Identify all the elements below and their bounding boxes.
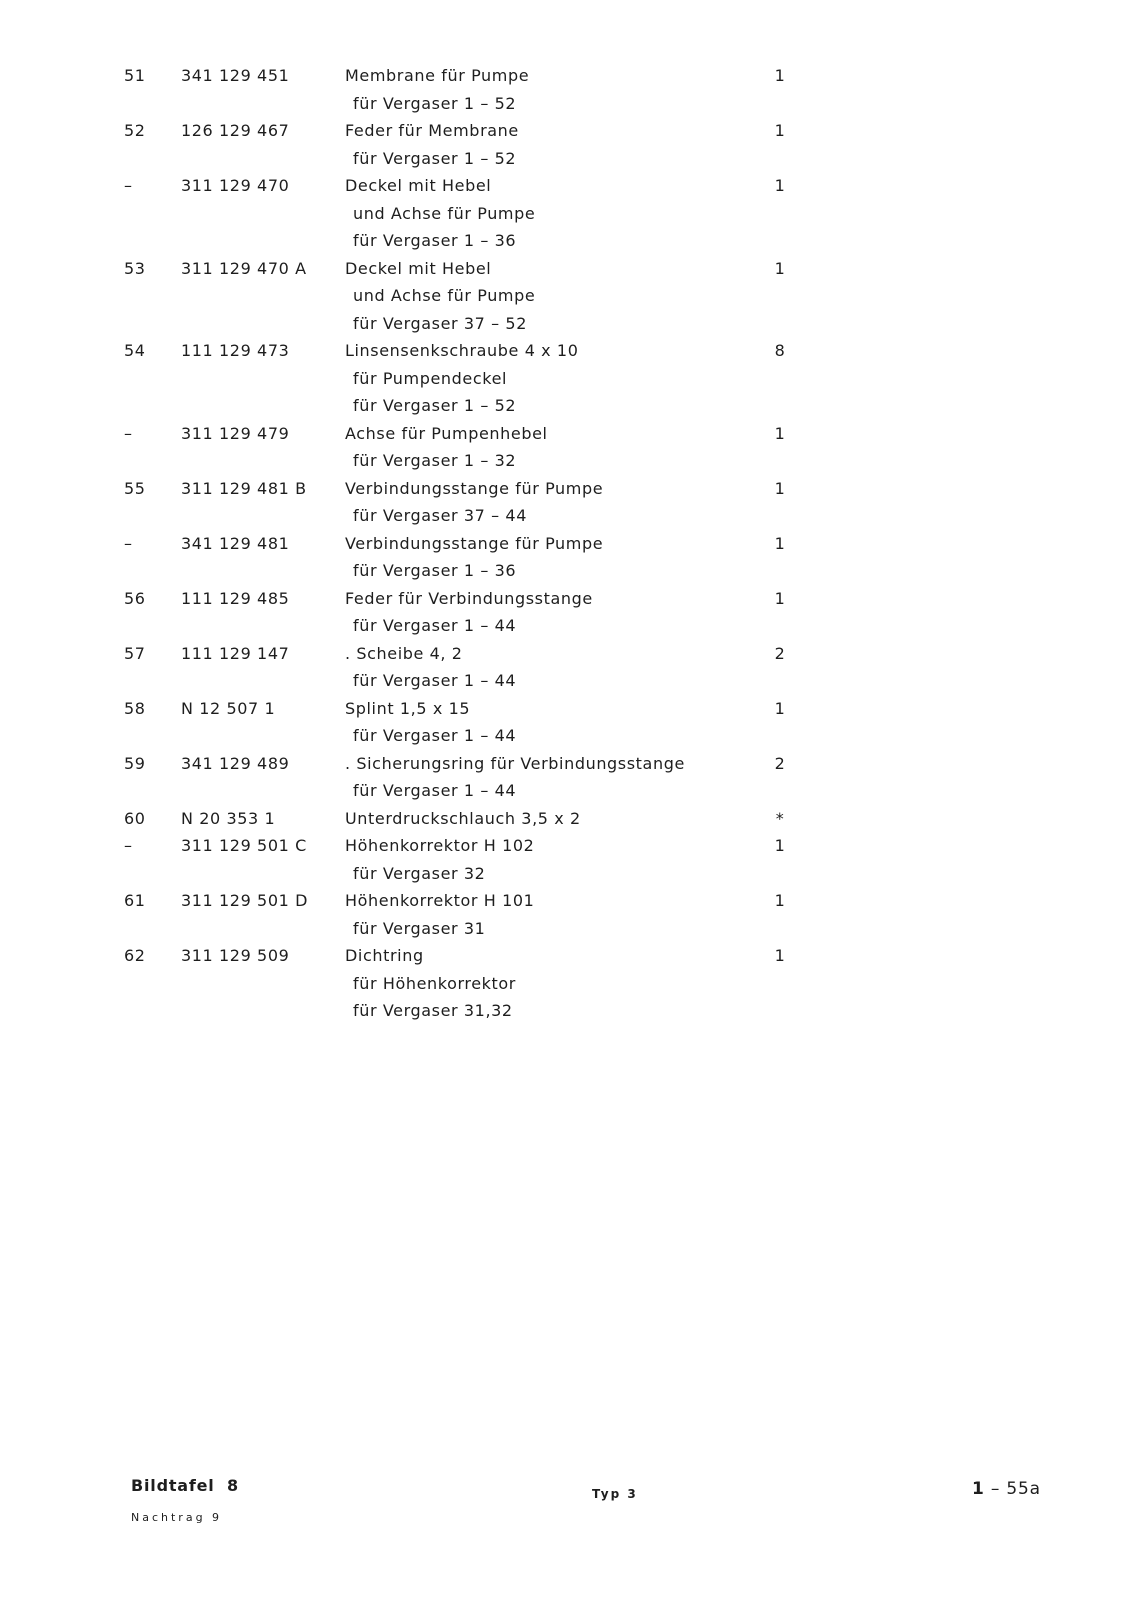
page-number-main: 1 [972,1479,985,1499]
part-number: 341 129 451 [181,66,290,85]
plate-number: 8 [226,1476,239,1495]
part-description-detail: für Vergaser 1 – 36 [353,231,517,250]
position-number: – [124,423,133,443]
parts-row-continuation [0,860,1139,888]
quantity: 1 [774,698,786,718]
part-number: 311 129 481 B [181,478,307,498]
parts-row [0,695,1139,723]
part-description: Achse für Pumpenhebel [345,423,548,443]
page-number-rest: – 55a [984,1479,1041,1499]
supplement-label: Nachtrag 9 [131,1511,223,1524]
parts-row-continuation [0,145,1139,173]
part-description-detail: für Höhenkorrektor [353,973,516,993]
parts-row-continuation [0,777,1139,805]
parts-row [0,750,1139,778]
parts-row-continuation [0,502,1139,530]
part-description: . Sicherungsring für Verbindungsstange [345,753,685,773]
parts-row-continuation [0,722,1139,750]
parts-list [0,62,1139,1025]
parts-row [0,585,1139,613]
quantity: 2 [774,753,786,773]
position-number: 54 [124,341,146,360]
part-number: 311 129 501 C [181,836,307,855]
part-number: 341 129 489 [181,753,290,773]
part-number: 126 129 467 [181,121,290,140]
parts-row [0,942,1139,970]
quantity: 8 [774,341,786,360]
part-description: Membrane für Pumpe [345,66,530,85]
plate-label: Bildtafel [131,1476,215,1495]
parts-row [0,172,1139,200]
parts-row [0,887,1139,915]
part-number: 111 129 485 [181,588,290,608]
part-description-detail: für Vergaser 1 – 44 [353,671,517,690]
part-number: 311 129 479 [181,423,290,443]
parts-row-continuation [0,90,1139,118]
position-number: – [124,176,133,195]
position-number: 58 [124,698,146,718]
part-description: . Scheibe 4, 2 [345,643,463,663]
part-number: 311 129 470 A [181,258,307,278]
parts-row-continuation [0,365,1139,393]
part-description-detail: für Vergaser 1 – 32 [353,451,517,470]
quantity: 2 [774,643,786,663]
position-number: 53 [124,258,146,278]
part-description: Verbindungsstange für Pumpe [345,533,604,553]
parts-row [0,832,1139,860]
part-number: N 12 507 1 [181,698,276,718]
part-description-detail: für Vergaser 31 [353,918,486,938]
part-description: Deckel mit Hebel [345,258,492,278]
parts-row [0,805,1139,833]
quantity: 1 [774,588,786,608]
part-description-detail: und Achse für Pumpe [353,203,536,223]
part-number: 111 129 473 [181,341,290,360]
part-number: 311 129 501 D [181,891,308,910]
parts-row-continuation [0,557,1139,585]
parts-row [0,475,1139,503]
page-number [972,1479,1041,1499]
parts-row [0,255,1139,283]
parts-row-continuation [0,970,1139,998]
part-description-detail: für Vergaser 1 – 52 [353,148,517,168]
parts-row-continuation [0,915,1139,943]
part-description: Höhenkorrektor H 101 [345,891,535,910]
parts-row-continuation [0,200,1139,228]
position-number: 61 [124,891,146,910]
part-description-detail: für Vergaser 1 – 44 [353,781,517,800]
parts-row [0,420,1139,448]
parts-row-continuation [0,227,1139,255]
quantity: 1 [774,891,786,910]
parts-row-continuation [0,282,1139,310]
quantity: 1 [774,423,786,443]
quantity: 1 [774,533,786,553]
part-description: Linsensenkschraube 4 x 10 [345,341,579,360]
parts-row [0,117,1139,145]
quantity: 1 [774,66,786,85]
quantity: 1 [774,258,786,278]
parts-row-continuation [0,612,1139,640]
part-number: 311 129 470 [181,176,290,195]
part-description: Deckel mit Hebel [345,176,492,195]
part-description: Splint 1,5 x 15 [345,698,471,718]
part-description-detail: für Vergaser 37 – 44 [353,506,527,525]
part-description-detail: für Vergaser 31,32 [353,1001,513,1020]
part-description-detail: für Vergaser 1 – 44 [353,616,517,635]
part-number: 341 129 481 [181,533,290,553]
parts-row-continuation [0,667,1139,695]
part-description: Dichtring [345,946,424,965]
parts-row-continuation [0,310,1139,338]
part-description-detail: für Vergaser 37 – 52 [353,313,527,333]
parts-row-continuation [0,997,1139,1025]
quantity: 1 [774,836,786,855]
part-description: Feder für Membrane [345,121,519,140]
parts-row [0,530,1139,558]
parts-row-continuation [0,392,1139,420]
part-description-detail: für Pumpendeckel [353,368,508,388]
position-number: 59 [124,753,146,773]
quantity: * [775,808,785,828]
part-description-detail: für Vergaser 1 – 52 [353,93,517,113]
part-number: 311 129 509 [181,946,290,965]
parts-row [0,337,1139,365]
position-number: 60 [124,808,146,828]
part-description-detail: und Achse für Pumpe [353,286,536,305]
position-number: 57 [124,643,146,663]
part-description-detail: für Vergaser 32 [353,863,486,883]
position-number: 52 [124,121,146,140]
position-number: – [124,533,133,553]
position-number: 55 [124,478,146,498]
type-label: Typ 3 [592,1487,638,1501]
part-description: Unterdruckschlauch 3,5 x 2 [345,808,581,828]
part-description: Feder für Verbindungsstange [345,588,593,608]
position-number: 62 [124,946,146,965]
part-description-detail: für Vergaser 1 – 36 [353,561,517,580]
part-description: Höhenkorrektor H 102 [345,836,535,855]
part-description-detail: für Vergaser 1 – 44 [353,726,517,745]
part-number: N 20 353 1 [181,808,276,828]
position-number: – [124,836,133,855]
parts-row [0,62,1139,90]
position-number: 51 [124,66,146,85]
parts-row-continuation [0,447,1139,475]
quantity: 1 [774,946,786,965]
position-number: 56 [124,588,146,608]
quantity: 1 [774,176,786,195]
part-description-detail: für Vergaser 1 – 52 [353,396,517,415]
parts-row [0,640,1139,668]
quantity: 1 [774,478,786,498]
quantity: 1 [774,121,786,140]
part-number: 111 129 147 [181,643,290,663]
part-description: Verbindungsstange für Pumpe [345,478,604,498]
plate-title [131,1476,239,1495]
